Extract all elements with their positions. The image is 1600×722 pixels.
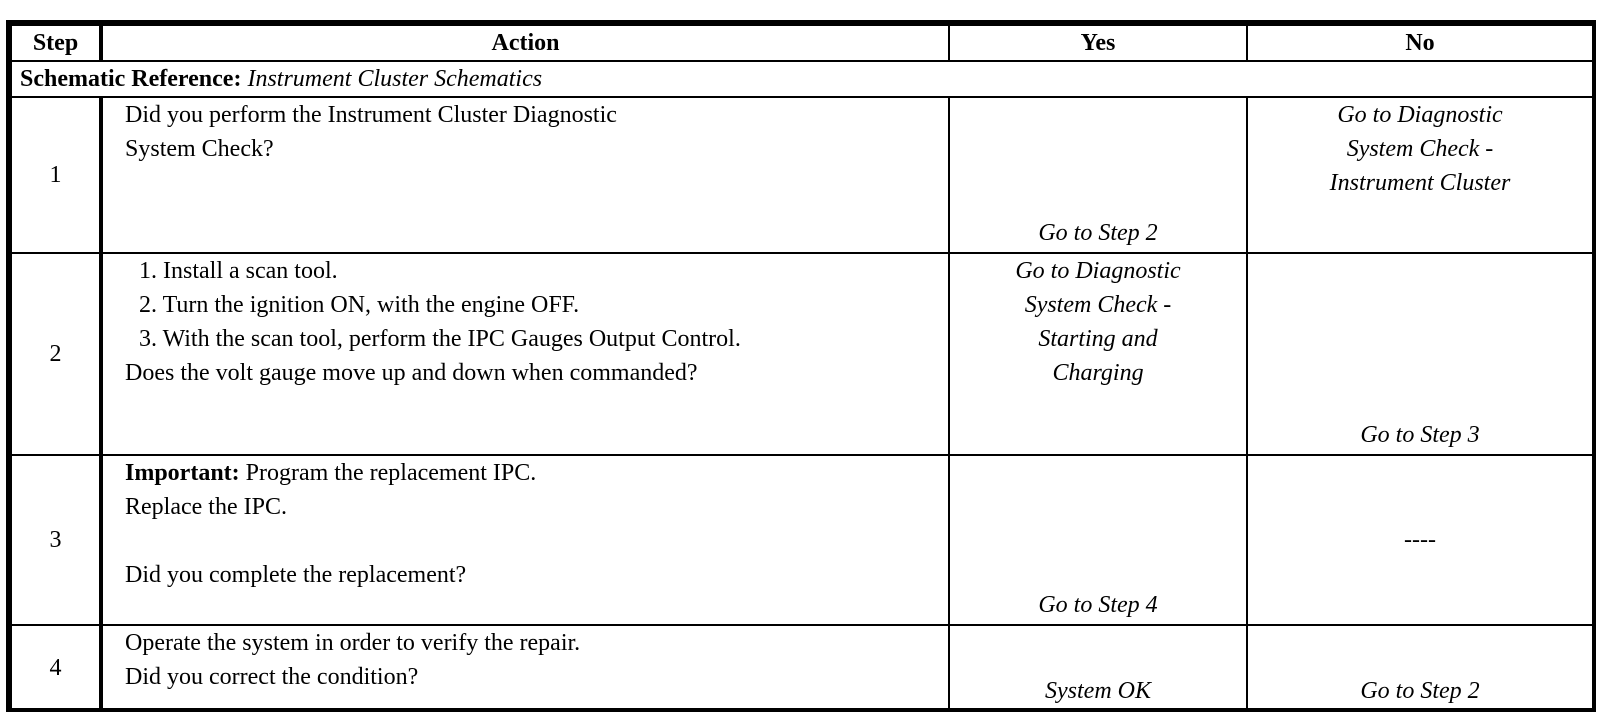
yes-line: Go to Diagnostic [1015,258,1181,284]
step-number: 2 [11,253,101,455]
important-text: Program the replacement IPC. [239,460,537,486]
schematic-label: Schematic Reference: [20,66,242,92]
yes-cell [949,253,1247,455]
header-row [11,25,1593,61]
action-cell [101,625,949,711]
action-line: Replace the IPC. [125,494,287,520]
action-line: Operate the system in order to verify the repair. [125,630,581,656]
yes-line: Starting and [1038,326,1158,352]
table-row [11,97,1593,253]
step-number: 1 [11,97,101,253]
no-line: Instrument Cluster [1329,170,1511,196]
action-line: Did you perform the Instrument Cluster Diagnostic [125,102,617,128]
action-question: Does the volt gauge move up and down when commanded? [125,360,698,386]
header-action: Action [101,25,949,61]
action-cell [101,253,949,455]
action-item: 1. Install a scan tool. [139,258,338,284]
yes-cell: Go to Step 2 [949,97,1247,253]
action-question: Did you complete the replacement? [125,562,467,588]
schematic-reference [11,61,1593,97]
yes-cell: Go to Step 4 [949,455,1247,625]
no-line: Go to Diagnostic [1337,102,1503,128]
schematic-value: Instrument Cluster Schematics [247,66,543,92]
important-note [125,456,948,490]
yes-cell: System OK [949,625,1247,711]
diagnostic-table-frame [6,20,1596,712]
step-number: 3 [11,455,101,625]
action-item: 2. Turn the ignition ON, with the engine OFF. [139,292,580,318]
table-row [11,455,1593,625]
header-yes: Yes [949,25,1247,61]
action-item: 3. With the scan tool, perform the IPC Gauges Output Control. [139,326,741,352]
action-line: Did you correct the condition? [125,664,419,690]
no-cell: Go to Step 3 [1247,253,1593,455]
table-row [11,625,1593,711]
yes-line: System Check - [1024,292,1172,318]
table-row [11,253,1593,455]
no-cell: Go to Step 2 [1247,625,1593,711]
header-no: No [1247,25,1593,61]
important-label: Important: [125,460,240,486]
action-cell [101,455,949,625]
diagnostic-table [10,24,1594,712]
schematic-row [11,61,1593,97]
action-cell [101,97,949,253]
no-cell [1247,97,1593,253]
no-line: System Check - [1346,136,1494,162]
yes-line: Charging [1052,360,1144,386]
step-number: 4 [11,625,101,711]
action-line: System Check? [125,136,274,162]
header-step: Step [11,25,101,61]
no-cell: ---- [1247,455,1593,625]
